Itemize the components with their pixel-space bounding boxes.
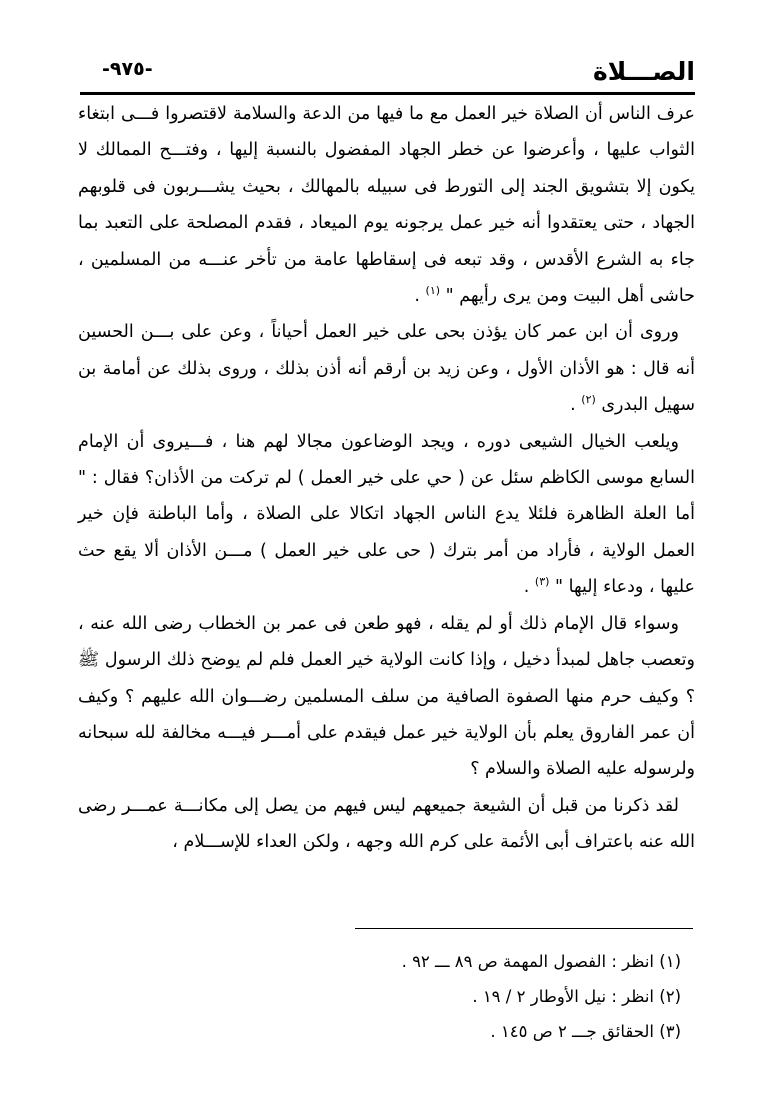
footnotes	[281, 944, 681, 1049]
paragraph-text: وسواء قال الإمام ذلك أو لم يقله ، فهو طعن فى عمر بن الخطاب رضى الله عنه ، وتعصب جاهل لمبدأ دخيل ، وإذا كانت الولاية خير العمل فلم لم يوضح ذلك الرسول ﷺ ؟ وكيف حرم منها الصفوة الصافية من سلف المسلمين رضـــوان الله عليهم ؟ وكيف أن عمر الفاروق يعلم بأن الولاية خير عمل فيقدم على أمـــر فيـــه مخالفة لله سبحانه ولرسوله عليه الصلاة والسلام ؟	[78, 613, 695, 780]
footnote-reference: (٣)	[534, 575, 550, 589]
paragraph-2	[78, 314, 695, 423]
footnote-1: (١) انظر : الفصول المهمة ص ٨٩ ـــ ٩٢ .	[401, 952, 681, 971]
paragraph-text: عرف الناس أن الصلاة خير العمل مع ما فيها من الدعة والسلامة لاقتصروا فـــى ابتغاء الثواب عليها ، وأعرضوا عن خطر الجهاد المفضول بالنسبة إليها ، وفتـــح الممالك لا يكون إلا بتشويق الجند إلى التورط فى سبيله بالمهالك ، بحيث يشـــربون فى قلوبهم الجهاد ، حتى يعتقدوا أنه خير عمل يرجونه يوم الميعاد ، فقدم المصلحة على التعبد بما جاء به الشرع الأقدس ، وقد تبعه فى إسقاطها عامة من تأخر عنـــه من المسلمين ، حاشى أهل البيت ومن يرى رأيهم "	[78, 104, 695, 307]
page-number: -٩٧٥-	[102, 58, 153, 80]
footnote-divider	[355, 928, 693, 929]
paragraph-text: لقد ذكرنا من قبل أن الشيعة جميعهم ليس فيهم من يصل إلى مكانـــة عمـــر رضى الله عنه باعتراف أبى الأئمة على كرم الله وجهه ، ولكن العداء للإســـلام ،	[78, 795, 695, 853]
header-divider	[80, 92, 695, 95]
paragraph-text: وروى أن ابن عمر كان يؤذن بحى على خير العمل أحياناً ، وعن على بـــن الحسين أنه قال : هو الأذان الأول ، وعن زيد بن أرقم أنه أذن بذلك ، وروى بذلك عن أمامة بن سهيل البدرى	[78, 322, 695, 416]
paragraph-3	[78, 424, 695, 606]
footnote-reference: (٢)	[581, 393, 596, 407]
paragraph-4	[78, 606, 695, 788]
paragraph-5	[78, 788, 695, 861]
paragraph-text: ويلعب الخيال الشيعى دوره ، ويجد الوضاعون مجالا لهم هنا ، فـــيروى أن الإمام السابع موسى الكاظم سئل عن ( حي على خير العمل ) لم تركت من الأذان؟ فقال : " أما العلة الظاهرة فلئلا يدع الناس الجهاد اتكالا على الصلاة ، وأما الباطنة فإن خير العمل الولاية ، فأراد من أمر بترك ( حى على خير العمل ) مـــن الأذان ألا يقع حث عليها ، ودعاء إليها "	[78, 431, 695, 598]
body-text	[78, 96, 695, 861]
running-title: الصـــلاة	[593, 57, 695, 86]
paragraph-tail: .	[570, 395, 576, 416]
paragraph-tail: .	[414, 286, 420, 307]
paragraph-tail: .	[523, 577, 530, 598]
footnote-3: (٣) الحقائق جـــ ٢ ص ١٤٥ .	[490, 1022, 681, 1041]
paragraph-1	[78, 96, 695, 314]
footnote-2: (٢) انظر : نيل الأوطار ٢ / ١٩ .	[472, 987, 681, 1006]
footnote-reference: (١)	[425, 284, 441, 298]
page-header	[80, 55, 695, 95]
